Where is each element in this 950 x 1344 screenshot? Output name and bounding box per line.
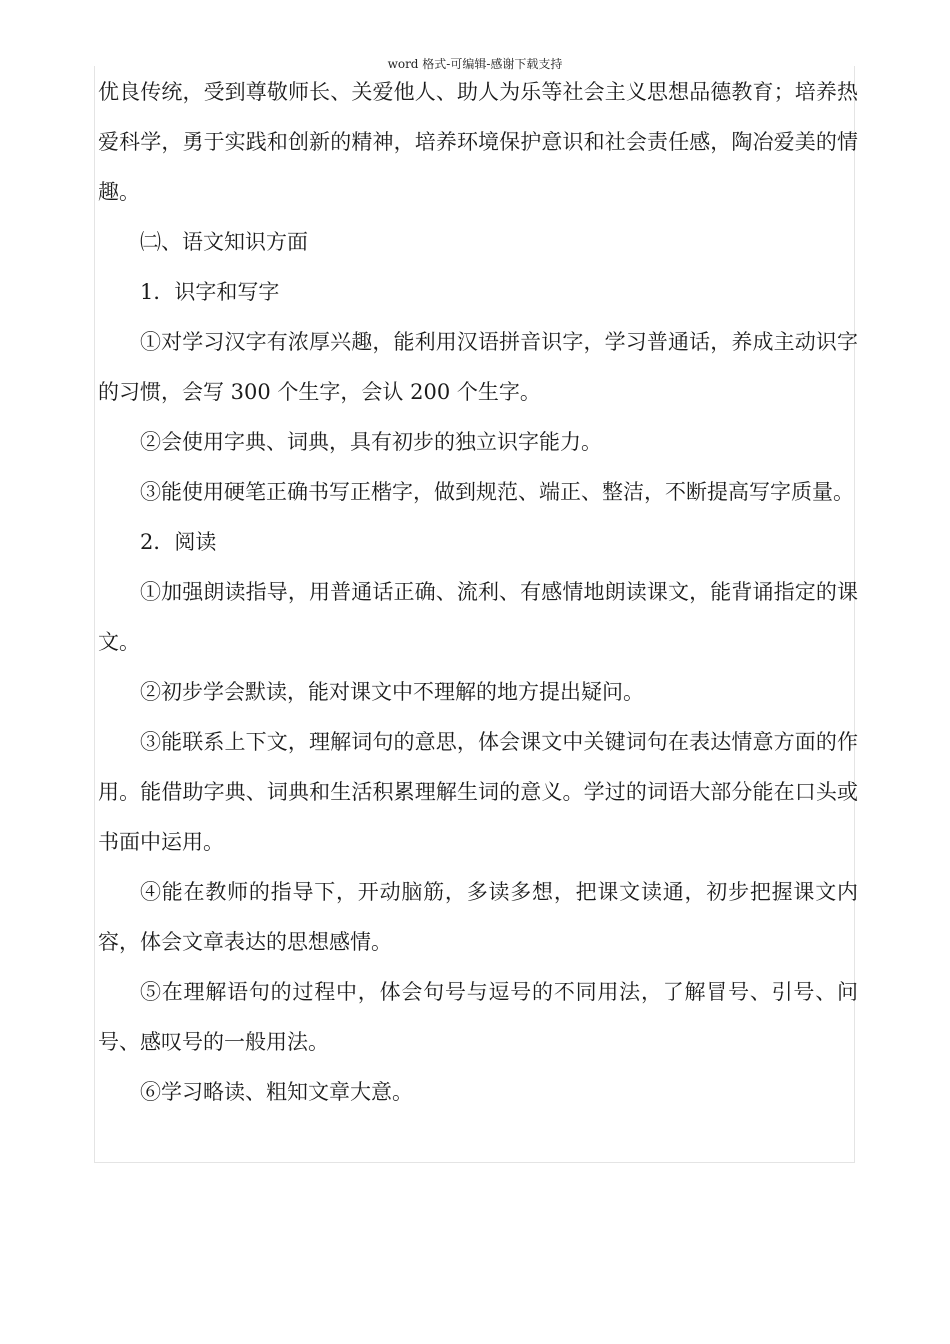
paragraph-reading-1: ①加强朗读指导，用普通话正确、流利、有感情地朗读课文，能背诵指定的课文。 bbox=[98, 580, 858, 654]
document-body bbox=[98, 67, 858, 1117]
paragraph-literacy-2: ②会使用字典、词典，具有初步的独立识字能力。 bbox=[140, 430, 602, 454]
paragraph-literacy-1: ①对学习汉字有浓厚兴趣，能利用汉语拼音识字，学习普通话，养成主动识字的习惯，会写 300 个生字，会认 200 个生字。 bbox=[98, 330, 858, 404]
paragraph-reading-3: ③能联系上下文，理解词句的意思，体会课文中关键词句在表达情意方面的作用。能借助字典、词典和生活积累理解生词的意义。学过的词语大部分能在口头或书面中运用。 bbox=[98, 730, 858, 854]
subheading-reading: 2．阅读 bbox=[140, 530, 217, 554]
paragraph-reading-2: ②初步学会默读，能对课文中不理解的地方提出疑问。 bbox=[140, 680, 644, 704]
paragraph-reading-4: ④能在教师的指导下，开动脑筋，多读多想，把课文读通，初步把握课文内容，体会文章表达的思想感情。 bbox=[98, 880, 858, 954]
paragraph-literacy-3: ③能使用硬笔正确书写正楷字，做到规范、端正、整洁，不断提高写字质量。 bbox=[140, 480, 854, 504]
paragraph-reading-5: ⑤在理解语句的过程中，体会句号与逗号的不同用法，了解冒号、引号、问号、感叹号的一般用法。 bbox=[98, 980, 858, 1054]
paragraph-intro: 优良传统，受到尊敬师长、关爱他人、助人为乐等社会主义思想品德教育；培养热爱科学，勇于实践和创新的精神，培养环境保护意识和社会责任感，陶冶爱美的情趣。 bbox=[98, 80, 858, 204]
paragraph-reading-6: ⑥学习略读、粗知文章大意。 bbox=[140, 1080, 413, 1104]
page-header: word 格式-可编辑-感谢下载支持 bbox=[387, 57, 563, 71]
subheading-literacy-writing: 1．识字和写字 bbox=[140, 280, 280, 304]
section-heading-language-knowledge: ㈡、语文知识方面 bbox=[140, 230, 308, 254]
